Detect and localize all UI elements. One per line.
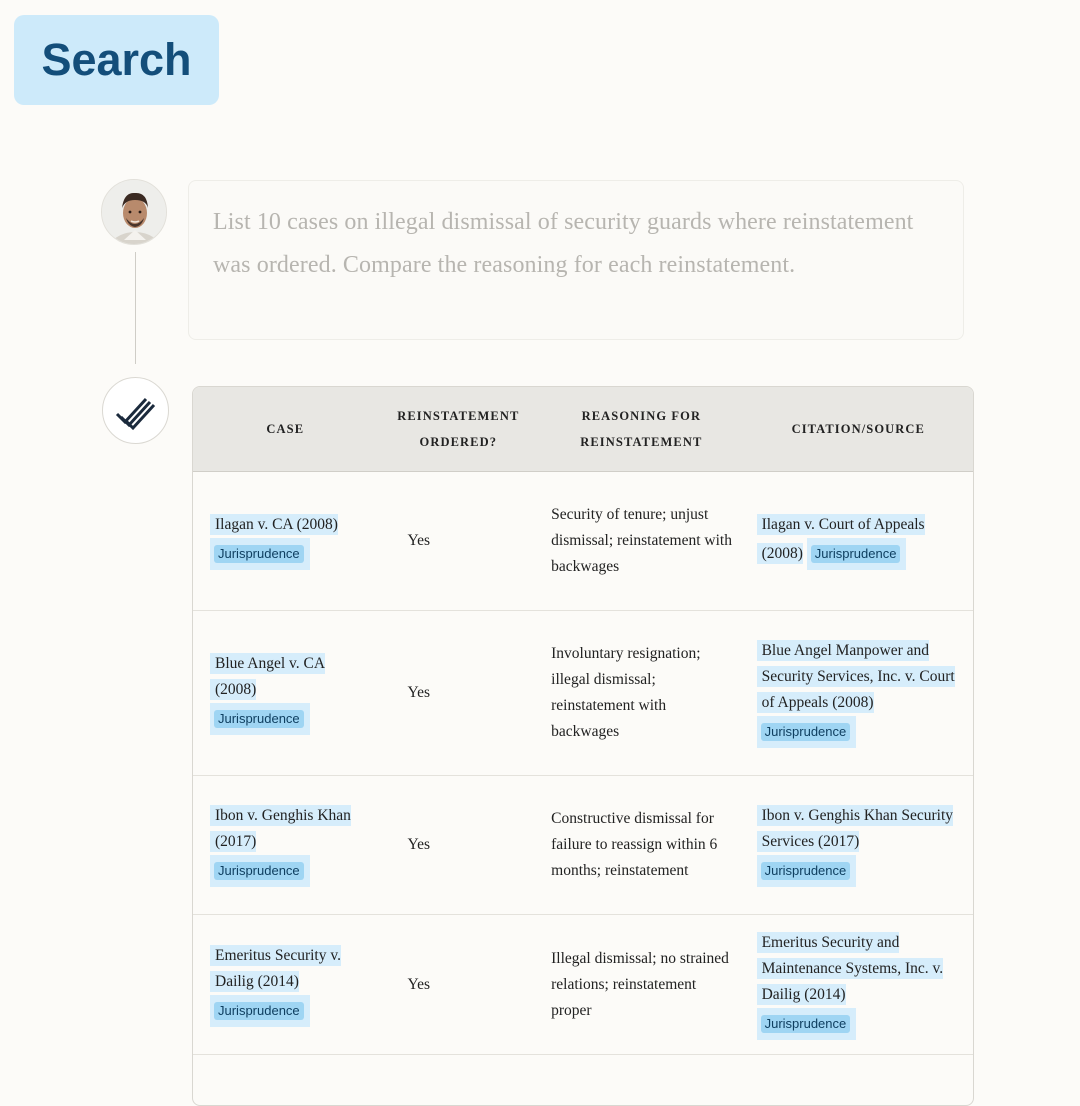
table-row-partial xyxy=(193,1055,973,1106)
jurisprudence-tag[interactable]: Jurisprudence xyxy=(214,1002,304,1020)
citation-cell xyxy=(744,803,973,887)
header-case: CASE xyxy=(266,422,305,436)
citation-link[interactable]: Emeritus Security and Maintenance Systems, Inc. v. Dailig (2014) xyxy=(757,932,944,1005)
case-name-link[interactable]: Blue Angel v. CA (2008) xyxy=(210,653,325,700)
user-avatar-image xyxy=(102,180,167,245)
header-ordered-line2: ORDERED? xyxy=(419,435,498,449)
case-cell xyxy=(193,512,378,570)
reasoning-cell: Constructive dismissal for failure to reassign within 6 months; reinstatement xyxy=(551,810,718,879)
table-row xyxy=(193,611,973,776)
jurisprudence-tag[interactable]: Jurisprudence xyxy=(761,1015,851,1033)
case-cell xyxy=(193,651,378,735)
jurisprudence-tag[interactable]: Jurisprudence xyxy=(761,862,851,880)
case-name-link[interactable]: Ibon v. Genghis Khan (2017) xyxy=(210,805,351,852)
thread-connector xyxy=(135,252,136,364)
citation-link[interactable]: Ibon v. Genghis Khan Security Services (2017) xyxy=(757,805,953,852)
citation-cell xyxy=(744,512,973,570)
header-reinstatement-ordered xyxy=(378,403,540,455)
table-row xyxy=(193,472,973,611)
results-table xyxy=(192,386,974,1106)
checkmark-logo-icon xyxy=(114,391,158,431)
case-cell xyxy=(193,943,378,1027)
table-header xyxy=(193,387,973,472)
citation-link[interactable]: Blue Angel Manpower and Security Services, Inc. v. Court of Appeals (2008) xyxy=(757,640,955,713)
header-reasoning-line2: REINSTATEMENT xyxy=(580,435,703,449)
header-reasoning-line1: REASONING FOR xyxy=(581,409,702,423)
header-ordered-line1: REINSTATEMENT xyxy=(397,409,520,423)
case-cell xyxy=(193,803,378,887)
table-row xyxy=(193,915,973,1055)
citation-cell xyxy=(744,930,973,1040)
jurisprudence-tag[interactable]: Jurisprudence xyxy=(214,545,304,563)
jurisprudence-tag[interactable]: Jurisprudence xyxy=(214,862,304,880)
table-row xyxy=(193,776,973,915)
reinstatement-ordered-cell: Yes xyxy=(407,836,431,853)
user-prompt-text: List 10 cases on illegal dismissal of security guards where reinstatement was ordered. Compare the reasoning for each reinstatement. xyxy=(213,209,914,278)
case-name-link[interactable]: Ilagan v. CA (2008) xyxy=(210,514,338,535)
search-title-badge: Search xyxy=(14,15,219,105)
citation-link[interactable]: Ilagan v. Court of Appeals (2008) xyxy=(757,514,925,564)
jurisprudence-tag[interactable]: Jurisprudence xyxy=(761,723,851,741)
jurisprudence-tag[interactable]: Jurisprudence xyxy=(811,545,901,563)
reasoning-cell: Illegal dismissal; no strained relations; reinstatement proper xyxy=(551,949,729,1019)
reinstatement-ordered-cell: Yes xyxy=(407,532,431,549)
jurisprudence-tag[interactable]: Jurisprudence xyxy=(214,710,304,728)
case-name-link[interactable]: Emeritus Security v. Dailig (2014) xyxy=(210,945,341,992)
citation-cell xyxy=(744,638,973,748)
reasoning-cell: Security of tenure; unjust dismissal; reinstatement with backwages xyxy=(551,506,732,575)
user-prompt-box[interactable] xyxy=(188,180,964,340)
reinstatement-ordered-cell: Yes xyxy=(407,684,431,701)
user-avatar xyxy=(101,179,167,245)
reinstatement-ordered-cell: Yes xyxy=(407,975,431,993)
header-citation: CITATION/SOURCE xyxy=(791,422,925,436)
header-reasoning xyxy=(539,403,743,455)
assistant-logo xyxy=(102,377,169,444)
reasoning-cell: Involuntary resignation; illegal dismissal; reinstatement with backwages xyxy=(551,645,701,740)
